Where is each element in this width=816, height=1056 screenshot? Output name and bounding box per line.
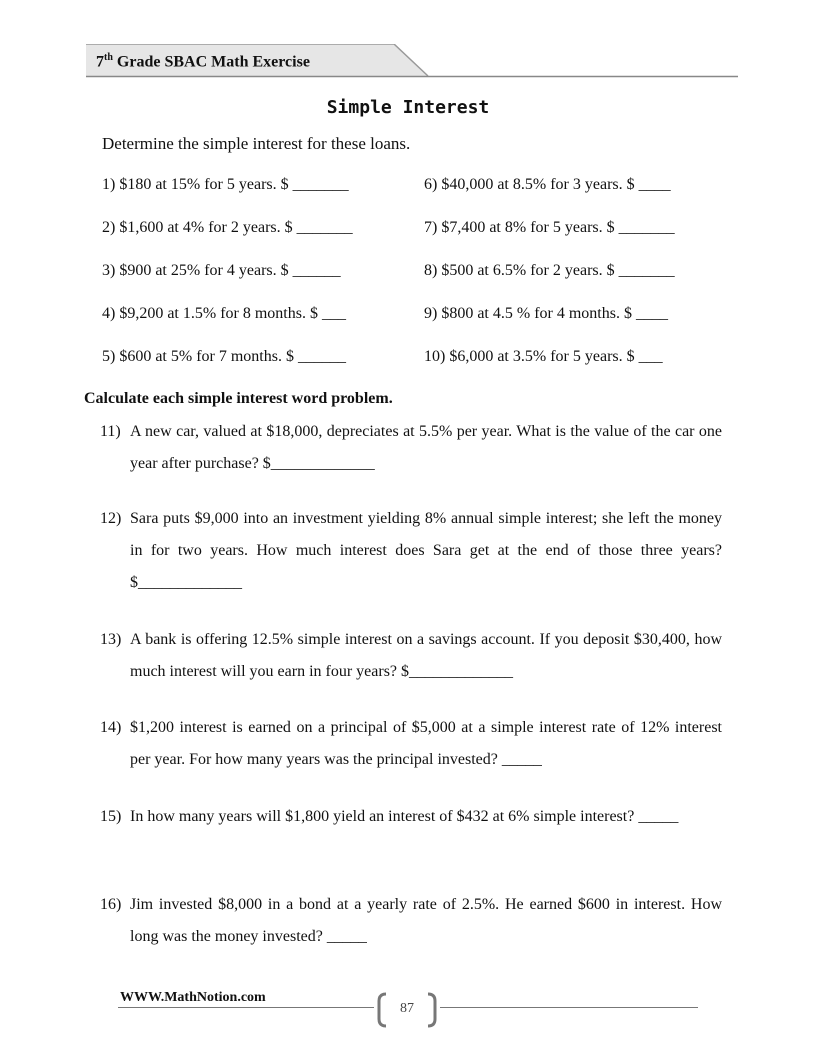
header-title bbox=[96, 52, 310, 71]
word-problem-text: In how many years will $1,800 yield an interest of $432 at 6% simple interest? _____ bbox=[130, 808, 679, 825]
word-problem-text: Sara puts $9,000 into an investment yielding 8% annual simple interest; she left the money in for two years. How much interest does Sara get at the end of those three years? $_____________ bbox=[130, 510, 722, 591]
problem-2: 2) $1,600 at 4% for 2 years. $ _______ bbox=[102, 219, 353, 236]
footer-rule-left bbox=[118, 1007, 374, 1008]
word-problem-text: A bank is offering 12.5% simple interest on a savings account. If you deposit $30,400, how much interest will you earn in four years? $_____________ bbox=[130, 631, 722, 680]
word-problem-13 bbox=[100, 624, 722, 688]
problem-8: 8) $500 at 6.5% for 2 years. $ _______ bbox=[424, 262, 675, 279]
section-heading: Calculate each simple interest word problem. bbox=[84, 390, 393, 407]
word-problem-text: $1,200 interest is earned on a principal of $5,000 at a simple interest rate of 12% interest per year. For how many years was the principal invested? _____ bbox=[130, 719, 722, 768]
word-problem-number: 13) bbox=[100, 631, 122, 648]
word-problem-number: 14) bbox=[100, 719, 122, 736]
word-problem-text: A new car, valued at $18,000, depreciates at 5.5% per year. What is the value of the car one year after purchase? $_____________ bbox=[130, 423, 722, 472]
word-problem-number: 15) bbox=[100, 808, 122, 825]
grade-number: 7 bbox=[96, 53, 104, 71]
word-problem-12 bbox=[100, 503, 722, 599]
footer-rule-right bbox=[440, 1007, 698, 1008]
word-problem-number: 12) bbox=[100, 510, 122, 527]
problem-1: 1) $180 at 15% for 5 years. $ _______ bbox=[102, 176, 349, 193]
problem-7: 7) $7,400 at 8% for 5 years. $ _______ bbox=[424, 219, 675, 236]
word-problem-14 bbox=[100, 712, 722, 776]
word-problem-15 bbox=[100, 801, 722, 833]
word-problem-11 bbox=[100, 416, 722, 480]
problem-4: 4) $9,200 at 1.5% for 8 months. $ ___ bbox=[102, 305, 346, 322]
header-title-text: Grade SBAC Math Exercise bbox=[112, 53, 310, 71]
word-problem-number: 16) bbox=[100, 896, 122, 913]
page-number-box bbox=[376, 992, 438, 1028]
footer-website: WWW.MathNotion.com bbox=[120, 990, 266, 1005]
problem-10: 10) $6,000 at 3.5% for 5 years. $ ___ bbox=[424, 348, 663, 365]
word-problem-16 bbox=[100, 889, 722, 953]
page-title: Simple Interest bbox=[326, 97, 490, 118]
grade-suffix: th bbox=[104, 52, 113, 63]
word-problem-number: 11) bbox=[100, 423, 121, 440]
page-number: 87 bbox=[400, 1001, 414, 1016]
problem-3: 3) $900 at 25% for 4 years. $ ______ bbox=[102, 262, 341, 279]
instructions: Determine the simple interest for these loans. bbox=[102, 134, 411, 153]
problem-6: 6) $40,000 at 8.5% for 3 years. $ ____ bbox=[424, 176, 671, 193]
problem-9: 9) $800 at 4.5 % for 4 months. $ ____ bbox=[424, 305, 668, 322]
problem-5: 5) $600 at 5% for 7 months. $ ______ bbox=[102, 348, 346, 365]
word-problem-text: Jim invested $8,000 in a bond at a yearly rate of 2.5%. He earned $600 in interest. How long was the money invested? _____ bbox=[130, 896, 722, 945]
